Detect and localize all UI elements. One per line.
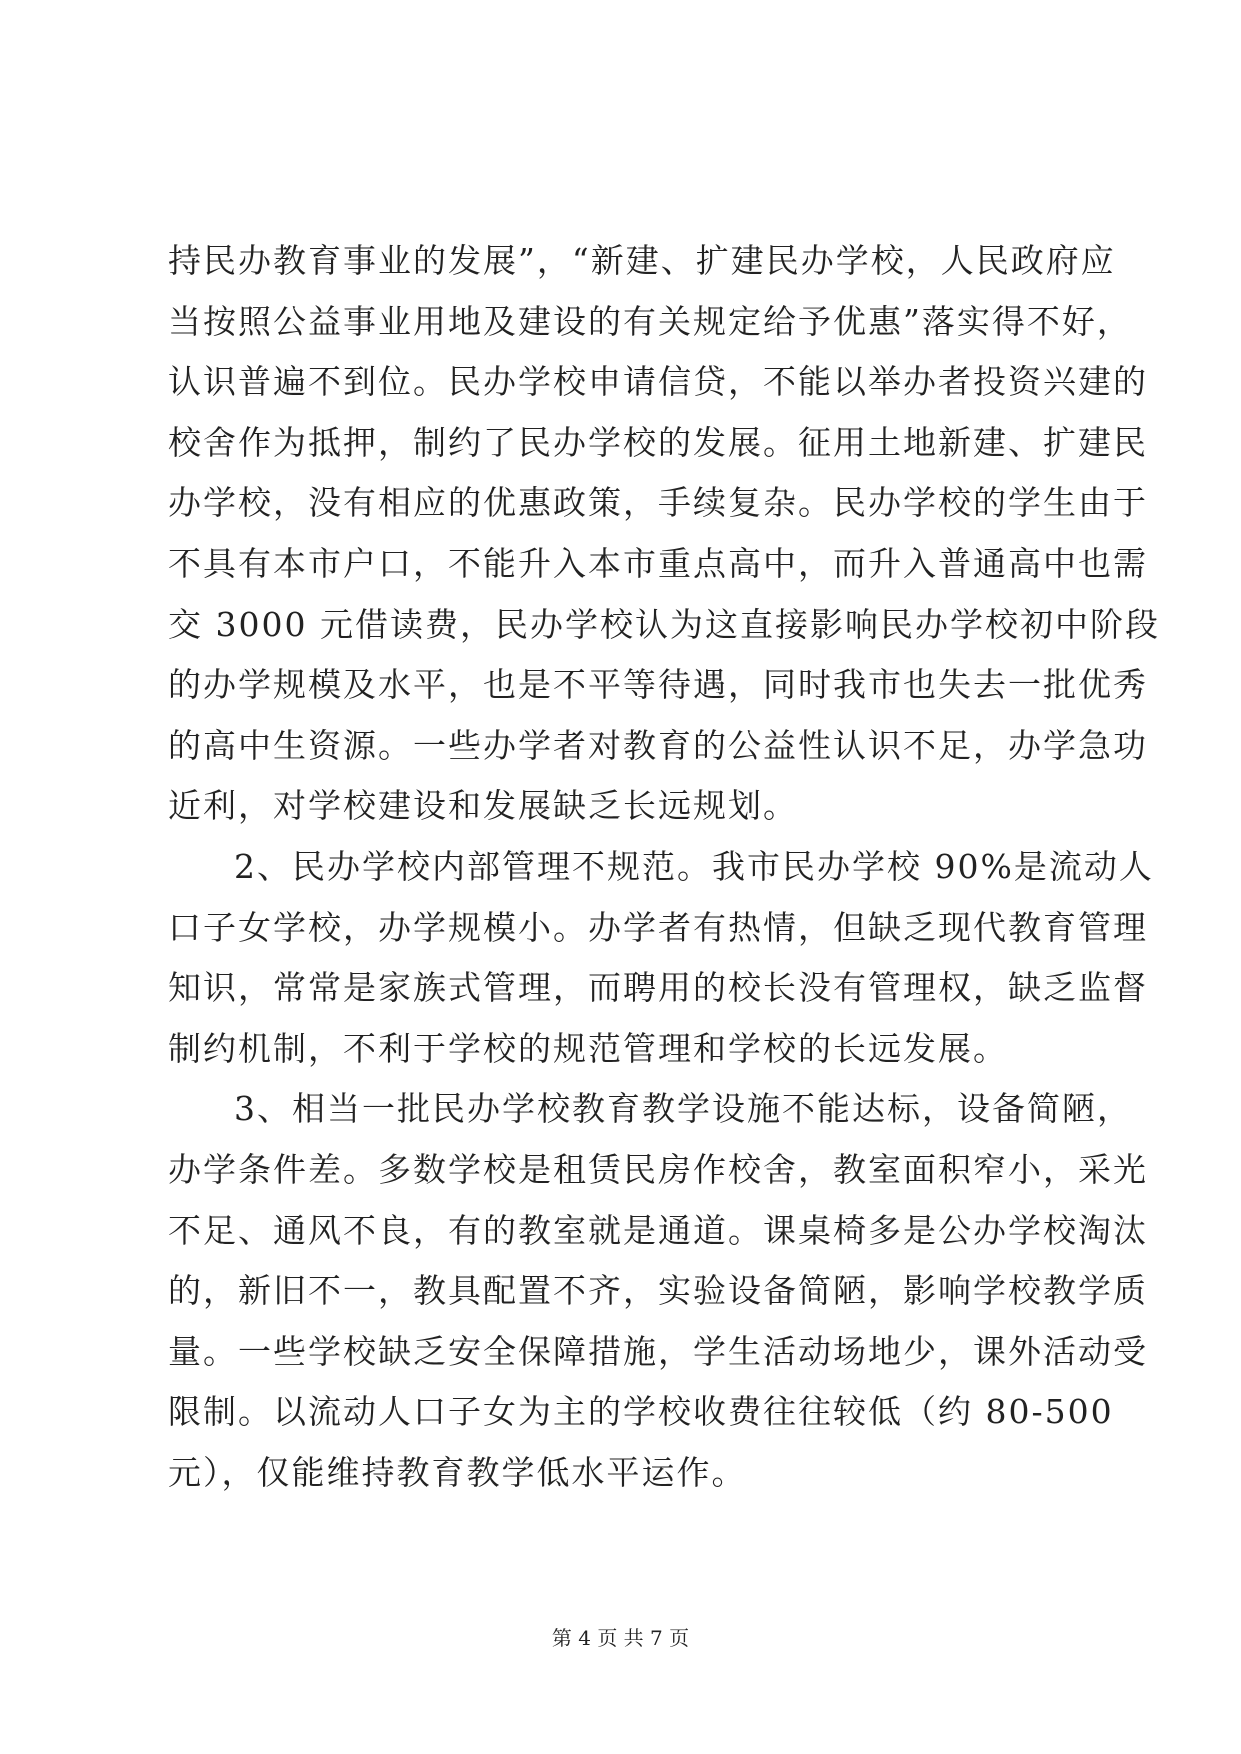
text-line: 当按照公益事业用地及建设的有关规定给予优惠”落实得不好，: [168, 301, 1132, 341]
text-line: 量。一些学校缺乏安全保障措施，学生活动场地少，课外活动受: [168, 1331, 1148, 1371]
text-line: 交 3000 元借读费，民办学校认为这直接影响民办学校初中阶段: [168, 604, 1160, 644]
text-line: 校舍作为抵押，制约了民办学校的发展。征用土地新建、扩建民: [168, 422, 1148, 462]
text-line: 2、民办学校内部管理不规范。我市民办学校 90%是流动人: [234, 846, 1154, 886]
text-line: 不足、通风不良，有的教室就是通道。课桌椅多是公办学校淘汰: [168, 1210, 1148, 1250]
page-footer: 第 4 页 共 7 页: [551, 1626, 690, 1650]
text-line: 3、相当一批民办学校教育教学设施不能达标，设备简陋，: [234, 1089, 1132, 1129]
text-line: 认识普遍不到位。民办学校申请信贷，不能以举办者投资兴建的: [168, 362, 1148, 402]
text-line: 元），仅能维持教育教学低水平运作。: [168, 1452, 747, 1492]
text-line: 持民办教育事业的发展”，“新建、扩建民办学校，人民政府应: [168, 241, 1116, 280]
text-line: 限制。以流动人口子女为主的学校收费往往较低（约 80-500: [168, 1392, 1114, 1432]
text-line: 的，新旧不一，教具配置不齐，实验设备简陋，影响学校教学质: [168, 1271, 1148, 1311]
text-line: 办学校，没有相应的优惠政策，手续复杂。民办学校的学生由于: [168, 483, 1148, 523]
text-line: 的高中生资源。一些办学者对教育的公益性认识不足，办学急功: [168, 725, 1148, 765]
text-line: 近利，对学校建设和发展缺乏长远规划。: [168, 786, 798, 826]
text-line: 口子女学校，办学规模小。办学者有热情，但缺乏现代教育管理: [168, 907, 1148, 947]
body-text: [168, 236, 1160, 1508]
text-line: 的办学规模及水平，也是不平等待遇，同时我市也失去一批优秀: [168, 665, 1148, 705]
text-line: 制约机制，不利于学校的规范管理和学校的长远发展。: [168, 1028, 1008, 1068]
text-line: 知识，常常是家族式管理，而聘用的校长没有管理权，缺乏监督: [168, 968, 1148, 1008]
text-line: 办学条件差。多数学校是租赁民房作校舍，教室面积窄小，采光: [168, 1149, 1148, 1189]
text-line: 不具有本市户口，不能升入本市重点高中，而升入普通高中也需: [168, 543, 1148, 583]
